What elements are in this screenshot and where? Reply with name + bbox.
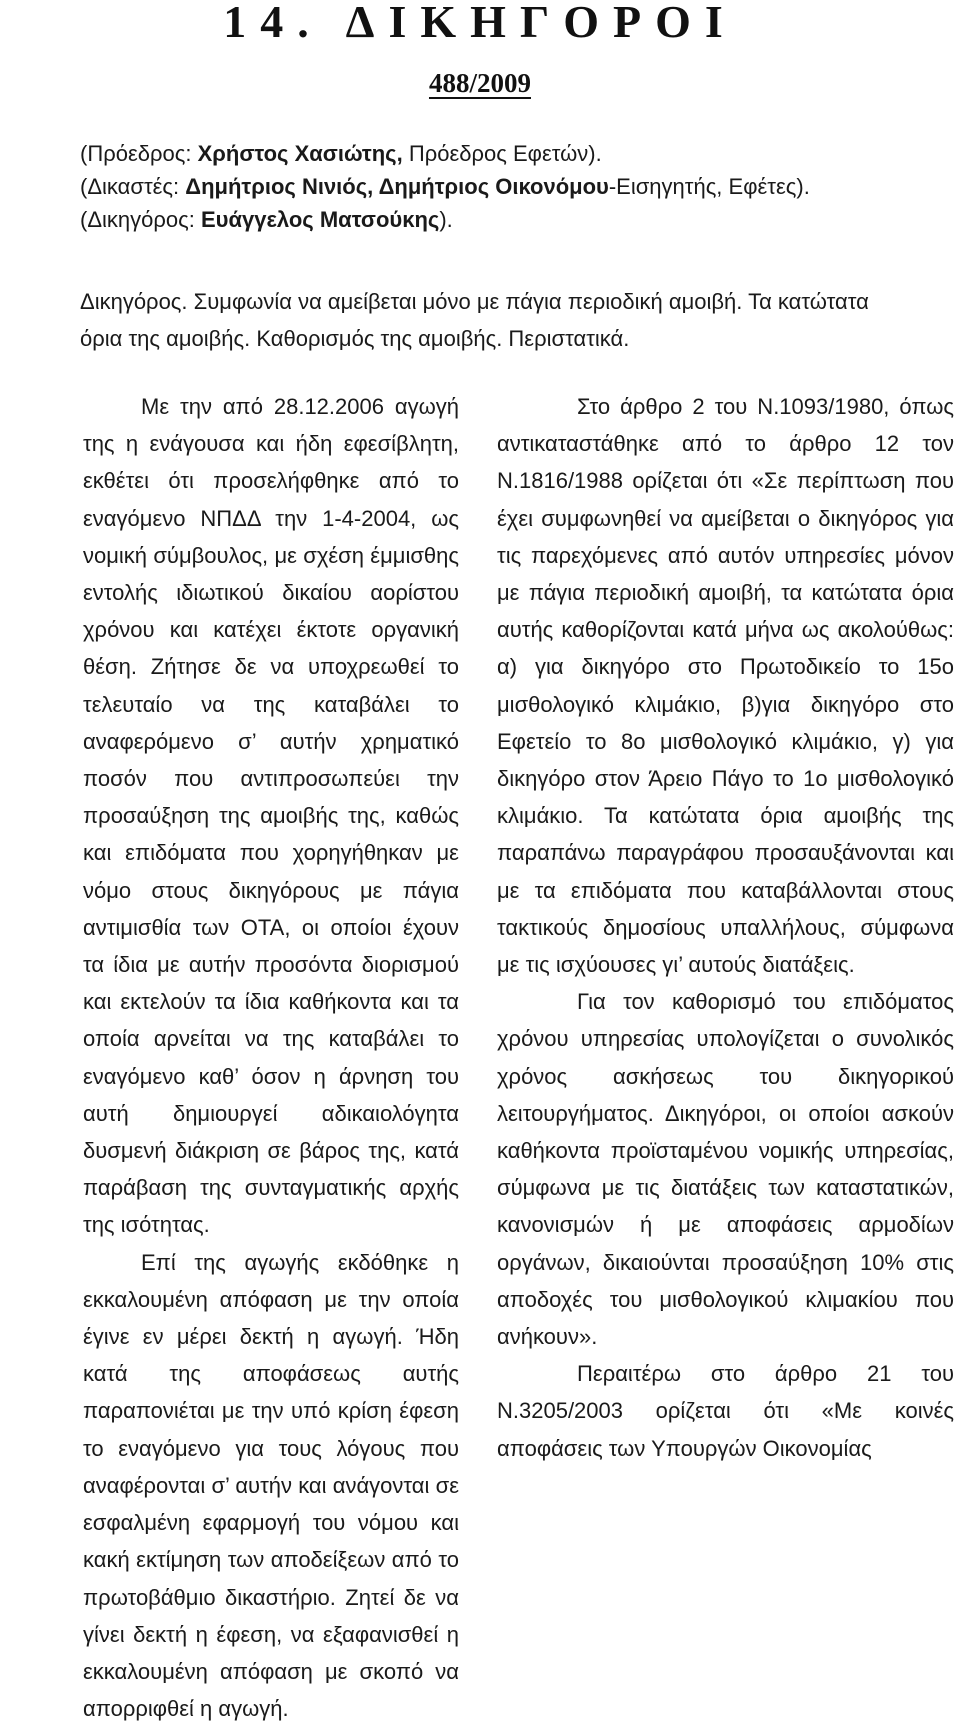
chapter-title: 14. ΔΙΚΗΓΟΡΟΙ [223,0,737,47]
left-column [83,388,459,1727]
right-paragraph-2: Για τον καθορισμό του επιδόματος χρόνου υπηρεσίας υπολογίζεται ο συνολικός χρόνος ασκήσεως του δικηγορικού λειτουργήματος. Δικηγόροι, οι οποίοι ασκούν καθήκοντα προϊσταμένου νομικής υπηρεσίας, σύμφωνα με τις διατάξεις των καταστατικών, κανονισμών ή με αποφάσεις αρμοδίων οργάνων, δικαιούνται προσαύξηση 10% στις αποδοχές του μισθολογικού κλιμακίου που ανήκουν». [497,989,954,1350]
right-paragraph-1: Στο άρθρο 2 του Ν.1093/1980, όπως αντικαταστάθηκε από το άρθρο 12 τον Ν.1816/1988 ορίζεται ότι «Σε περίπτωση που έχει συμφωνηθεί να αμείβεται ο δικηγόρος για τις παρεχόμενες από αυτόν υπηρεσίες μόνον με πάγια περιοδική αμοιβή, τα κατώτατα όρια αυτής καθορίζονται κατά μήνα ως ακολούθως: α) για δικηγόρο στο Πρωτοδικείο το 15ο μισθολογικό κλιμάκιο, β)για δικηγόρο στο Εφετείο το 8ο μισθολογικό κλιμάκιο, γ) για δικηγόρο στον Άρειο Πάγο το 1ο μισθολογικό κλιμάκιο. Τα κατώτατα όρια αμοιβής της παραπάνω παραγράφου προσαυξάνονται και με τα επιδόματα που καταβάλλονται στους τακτικούς δημοσίους υπαλλήλους, σύμφωνα με τις ισχύουσες γι’ αυτούς διατάξεις. [497,394,954,978]
judges-names: Δημήτριος Νινιός, Δημήτριος Οικονόμου [185,174,609,199]
judges-suffix: -Εισηγητής, Εφέτες). [608,174,810,199]
decision-number: 488/2009 [428,68,531,98]
right-column [497,388,954,1467]
decision-number-row [0,68,960,99]
president-suffix: Πρόεδρος Εφετών). [402,141,602,166]
right-paragraph-3: Περαιτέρω στο άρθρο 21 του Ν.3205/2003 ορίζεται ότι «Με κοινές αποφάσεις των Υπουργών Οικονομίας [497,1361,954,1461]
lawyer-suffix: ). [439,207,453,232]
president-prefix: (Πρόεδρος: [80,141,198,166]
president-line [80,137,950,170]
judges-prefix: (Δικαστές: [80,174,186,199]
president-name: Χρήστος Χασιώτης, [197,141,403,166]
left-paragraph-1: Με την από 28.12.2006 αγωγή της η ενάγουσα και ήδη εφεσίβλητη, εκθέτει ότι προσελήφθηκε από το εναγόμενο ΝΠΔΔ την 1-4-2004, ως νομική σύμβουλος, με σχέση έμμισθης εντολής ιδιωτικού δικαίου αορίστου χρόνου και κατέχει έκτοτε οργανική θέση. Ζήτησε δε να υποχρεωθεί το τελευταίο να της καταβάλει το αναφερόμενο σ’ αυτήν χρηματικό ποσόν που αντιπροσωπεύει την προσαύξηση της αμοιβής της, καθώς και επιδόματα που χορηγήθηκαν με νόμο στους δικηγόρους με πάγια αντιμισθία των ΟΤΑ, οι οποίοι έχουν τα ίδια με αυτήν προσόντα διορισμού και εκτελούν τα ίδια καθήκοντα και τα οποία αρνείται να της καταβάλει το εναγόμενο καθ’ όσον η άρνηση του αυτή δημιουργεί αδικαιολόγητα δυσμενή διάκριση σε βάρος της, κατά παράβαση της συνταγματικής αρχής της ισότητας. [83,394,459,1238]
case-summary: Δικηγόρος. Συμφωνία να αμείβεται μόνο με πάγια περιοδική αμοιβή. Τα κατώτατα όρια της αμοιβής. Καθορισμός της αμοιβής. Περιστατικά. [80,289,869,351]
court-composition [80,137,950,236]
left-paragraph-2: Επί της αγωγής εκδόθηκε η εκκαλουμένη απόφαση με την οποία έγινε εν μέρει δεκτή η αγωγή. Ήδη κατά της αποφάσεως αυτής παραπονιέται με την υπό κρίση έφεση το εναγόμενο για τους λόγους που αναφέρονται σ’ αυτήν και ανάγονται σε εσφαλμένη εφαρμογή του νόμου και κακή εκτίμηση των αποδείξεων από το πρωτοβάθμιο δικαστήριο. Ζητεί δε να γίνει δεκτή η έφεση, να εξαφανισθεί η εκκαλουμένη απόφαση με σκοπό να απορριφθεί η αγωγή. [83,1249,459,1722]
lawyer-prefix: (Δικηγόρος: [80,207,201,232]
lawyer-line [80,203,950,236]
judges-line [80,170,950,203]
lawyer-name: Ευάγγελος Ματσούκης [200,207,440,232]
